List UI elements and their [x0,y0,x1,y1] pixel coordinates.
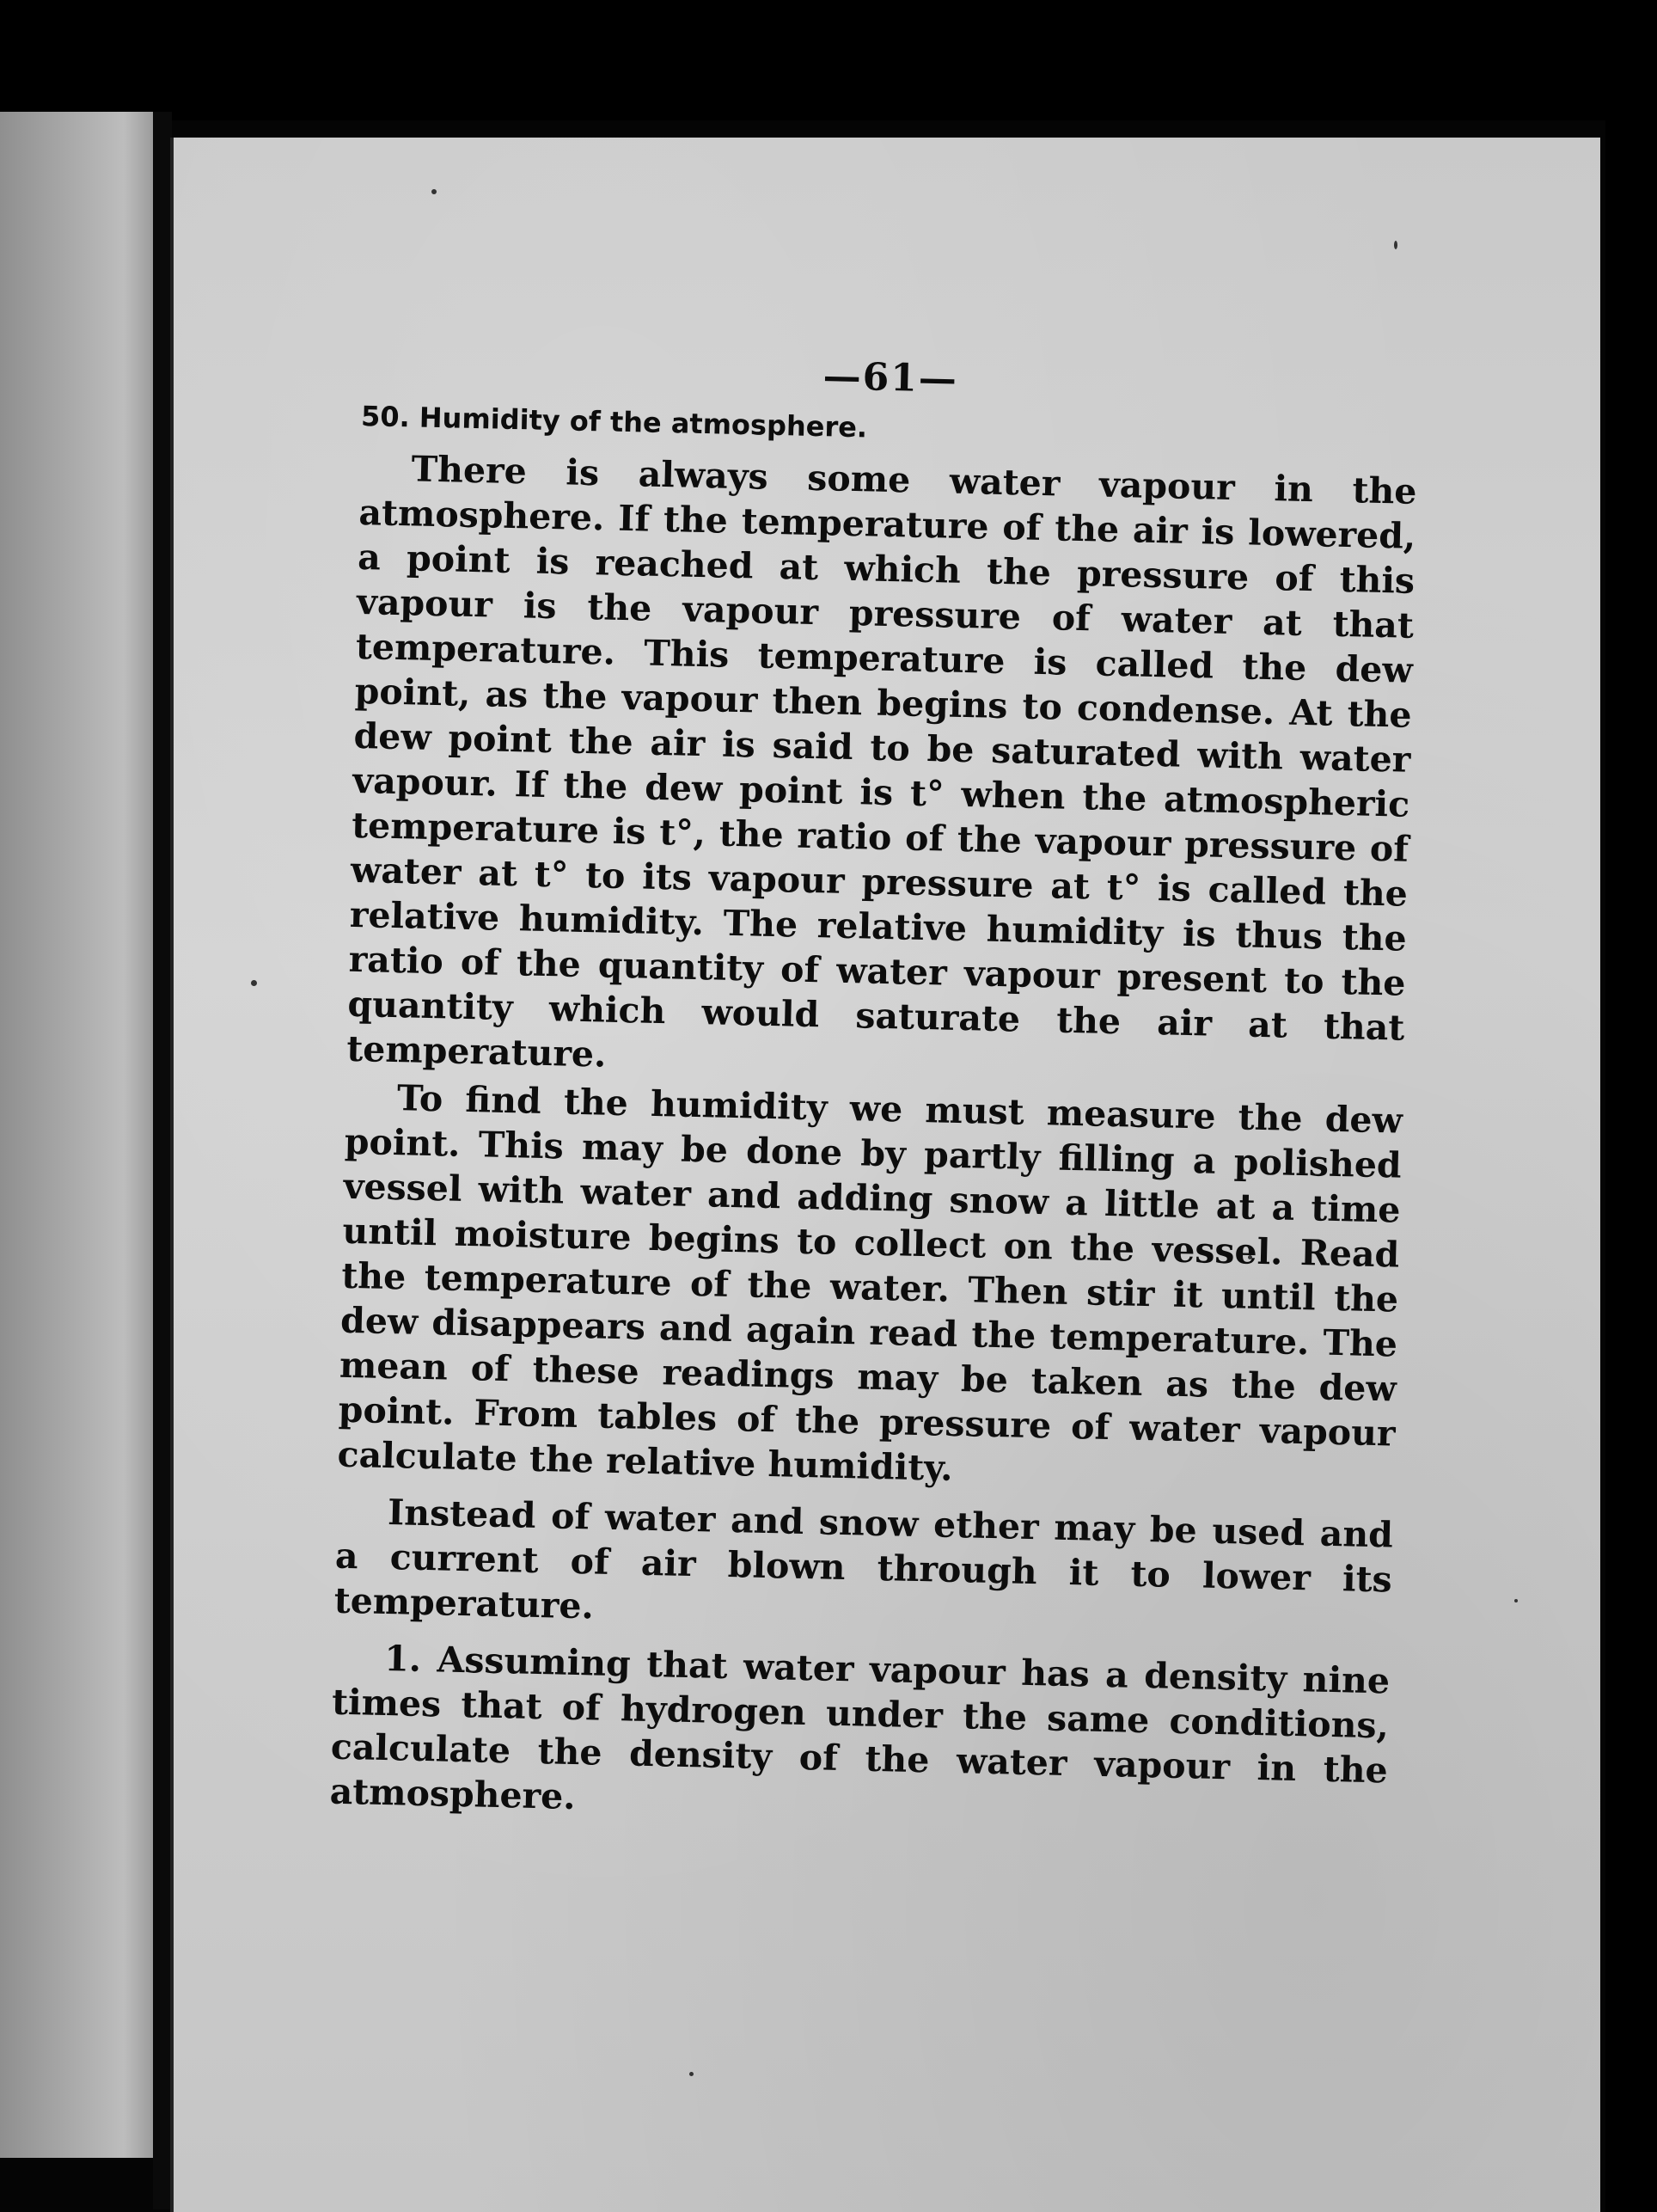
page-number: —61— [822,354,959,401]
scan-border-top [0,0,1657,120]
adjacent-page-edge [0,112,155,2158]
paragraph-dew-point: There is always some water vapour in the atmosphere. If the temperature of the air is lowered, a point is reached at which the pressure of this vapour is the vapour pressure of water at that temperature. This temperature is called the dew point, as the vapour then begins to condense. At the dew point the air is said to be saturated with water vapour. If the dew point is t° when the atmospheric temperature is t°, the ratio of the vapour pressure of water at t° to its vapour pressure at t° is called the relative humidity. The relative humidity is thus the ratio of the quantity of water vapour present to the quantity which would saturate the air at that temperature. [345,448,1417,1075]
scan-border-right [1605,0,1657,2212]
paragraph-measuring-humidity: To find the humidity we must measure the dew point. This may be done by partly filling a polished vessel with water and adding snow a little at a time until moisture begins to collect on the vessel. Read the temperature of the water. Then stir it until the dew disappears and again read the temperature. The mean of these readings may be taken as the dew point. From tables of the pressure of water vapour calculate the relative humidity. [337,1077,1403,1489]
paper-speck [251,980,257,986]
section-heading: 50. Humidity of the atmosphere. [360,399,868,444]
paper-speck [1514,1599,1518,1602]
book-gutter [153,112,172,2209]
paper-speck [689,2072,694,2076]
page-text [329,344,1420,1841]
paper-speck [431,189,437,194]
book-page [170,138,1600,2212]
exercise-1: 1. Assuming that water vapour has a density nine times that of hydrogen under the same conditions, calculate the density of the water vapour in the atmosphere. [329,1637,1391,1818]
paper-speck [1394,241,1397,249]
paragraph-ether-method: Instead of water and snow ether may be used and a current of air blown through it to lower its temperature. [333,1492,1394,1627]
